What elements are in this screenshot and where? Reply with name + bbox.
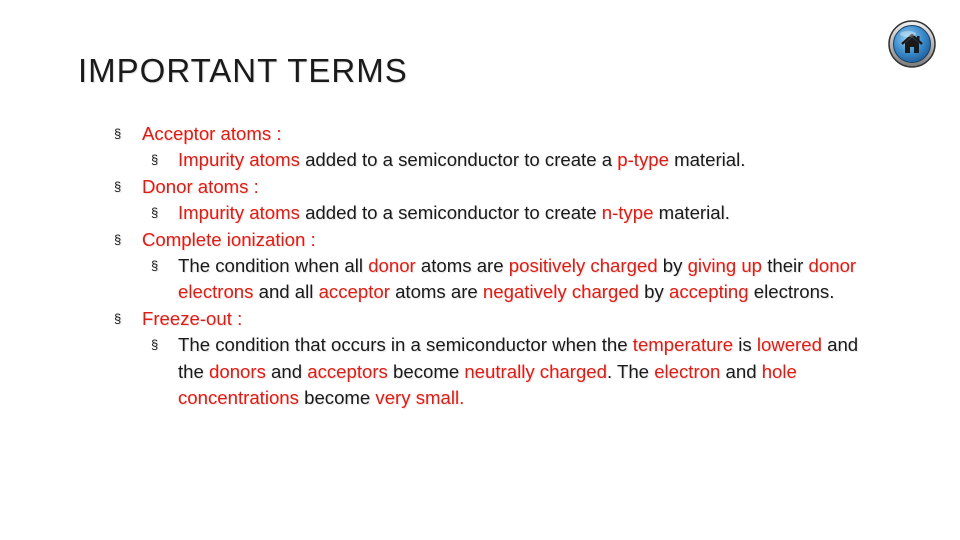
term-label: Donor atoms :	[142, 175, 259, 197]
highlighted-text: acceptor	[318, 281, 390, 303]
definition-donor-atoms	[114, 200, 874, 226]
home-icon	[888, 20, 936, 68]
highlighted-text: neutrally charged	[464, 360, 607, 382]
highlighted-text: donor electrons	[178, 255, 857, 303]
slide-title: IMPORTANT TERMS	[78, 52, 408, 89]
definition-text: added to a semiconductor to create a	[299, 149, 618, 171]
definition-text: atoms are	[415, 255, 509, 277]
definition-text: and	[265, 360, 308, 382]
term-complete-ionization	[114, 227, 874, 253]
highlighted-text: very small.	[375, 387, 465, 409]
terms-list	[114, 121, 874, 411]
definition-text: electrons.	[748, 281, 835, 303]
highlighted-text: accepting	[669, 281, 749, 303]
bullet-icon: §	[151, 337, 159, 353]
definition-text: become	[387, 360, 465, 382]
home-button[interactable]	[888, 20, 936, 68]
term-freeze-out	[114, 306, 874, 332]
term-label: Complete ionization :	[142, 228, 316, 250]
definition-text: is	[733, 334, 757, 356]
bullet-icon: §	[114, 178, 122, 194]
bullet-icon: §	[151, 152, 159, 168]
definition-complete-ionization	[114, 253, 874, 306]
highlighted-text: donors	[209, 360, 266, 382]
highlighted-text: acceptors	[307, 360, 388, 382]
definition-text: by	[657, 255, 688, 277]
highlighted-text: hole concentrations	[178, 360, 797, 409]
term-donor-atoms	[114, 174, 874, 200]
highlighted-text: negatively charged	[482, 281, 640, 303]
highlighted-text: positively charged	[508, 255, 658, 277]
highlighted-text: p-type	[617, 149, 669, 171]
definition-text: and the	[178, 334, 859, 382]
definition-text: material.	[653, 202, 730, 224]
highlighted-text: Impurity atoms	[178, 149, 300, 171]
term-label: Freeze-out :	[142, 307, 243, 329]
term-acceptor-atoms	[114, 121, 874, 147]
bullet-icon: §	[151, 258, 159, 274]
bullet-icon: §	[114, 310, 122, 326]
definition-freeze-out	[114, 332, 874, 411]
definition-text: become	[298, 387, 376, 409]
term-label: Acceptor atoms :	[142, 123, 282, 144]
definition-text: . The	[606, 360, 655, 382]
definition-text: The condition that occurs in a semiconductor when the	[178, 334, 633, 356]
definition-text: by	[639, 281, 669, 303]
definition-text: material.	[668, 149, 746, 171]
highlighted-text: temperature	[632, 334, 734, 356]
definition-text: The condition when all	[178, 255, 369, 277]
definition-text: their	[762, 255, 809, 277]
highlighted-text: donor	[368, 255, 416, 277]
bullet-icon: §	[114, 126, 122, 141]
definition-text: added to a semiconductor to create	[299, 202, 602, 224]
highlighted-text: electron	[654, 360, 721, 382]
bullet-icon: §	[151, 205, 159, 221]
definition-text: and all	[253, 281, 319, 303]
highlighted-text: Impurity atoms	[178, 202, 300, 224]
highlighted-text: giving up	[687, 255, 763, 277]
highlighted-text: lowered	[756, 334, 822, 356]
highlighted-text: n-type	[601, 202, 654, 224]
bullet-icon: §	[114, 231, 122, 247]
definition-text: and	[720, 360, 762, 382]
definition-acceptor-atoms	[114, 147, 874, 173]
definition-text: atoms are	[389, 281, 483, 303]
